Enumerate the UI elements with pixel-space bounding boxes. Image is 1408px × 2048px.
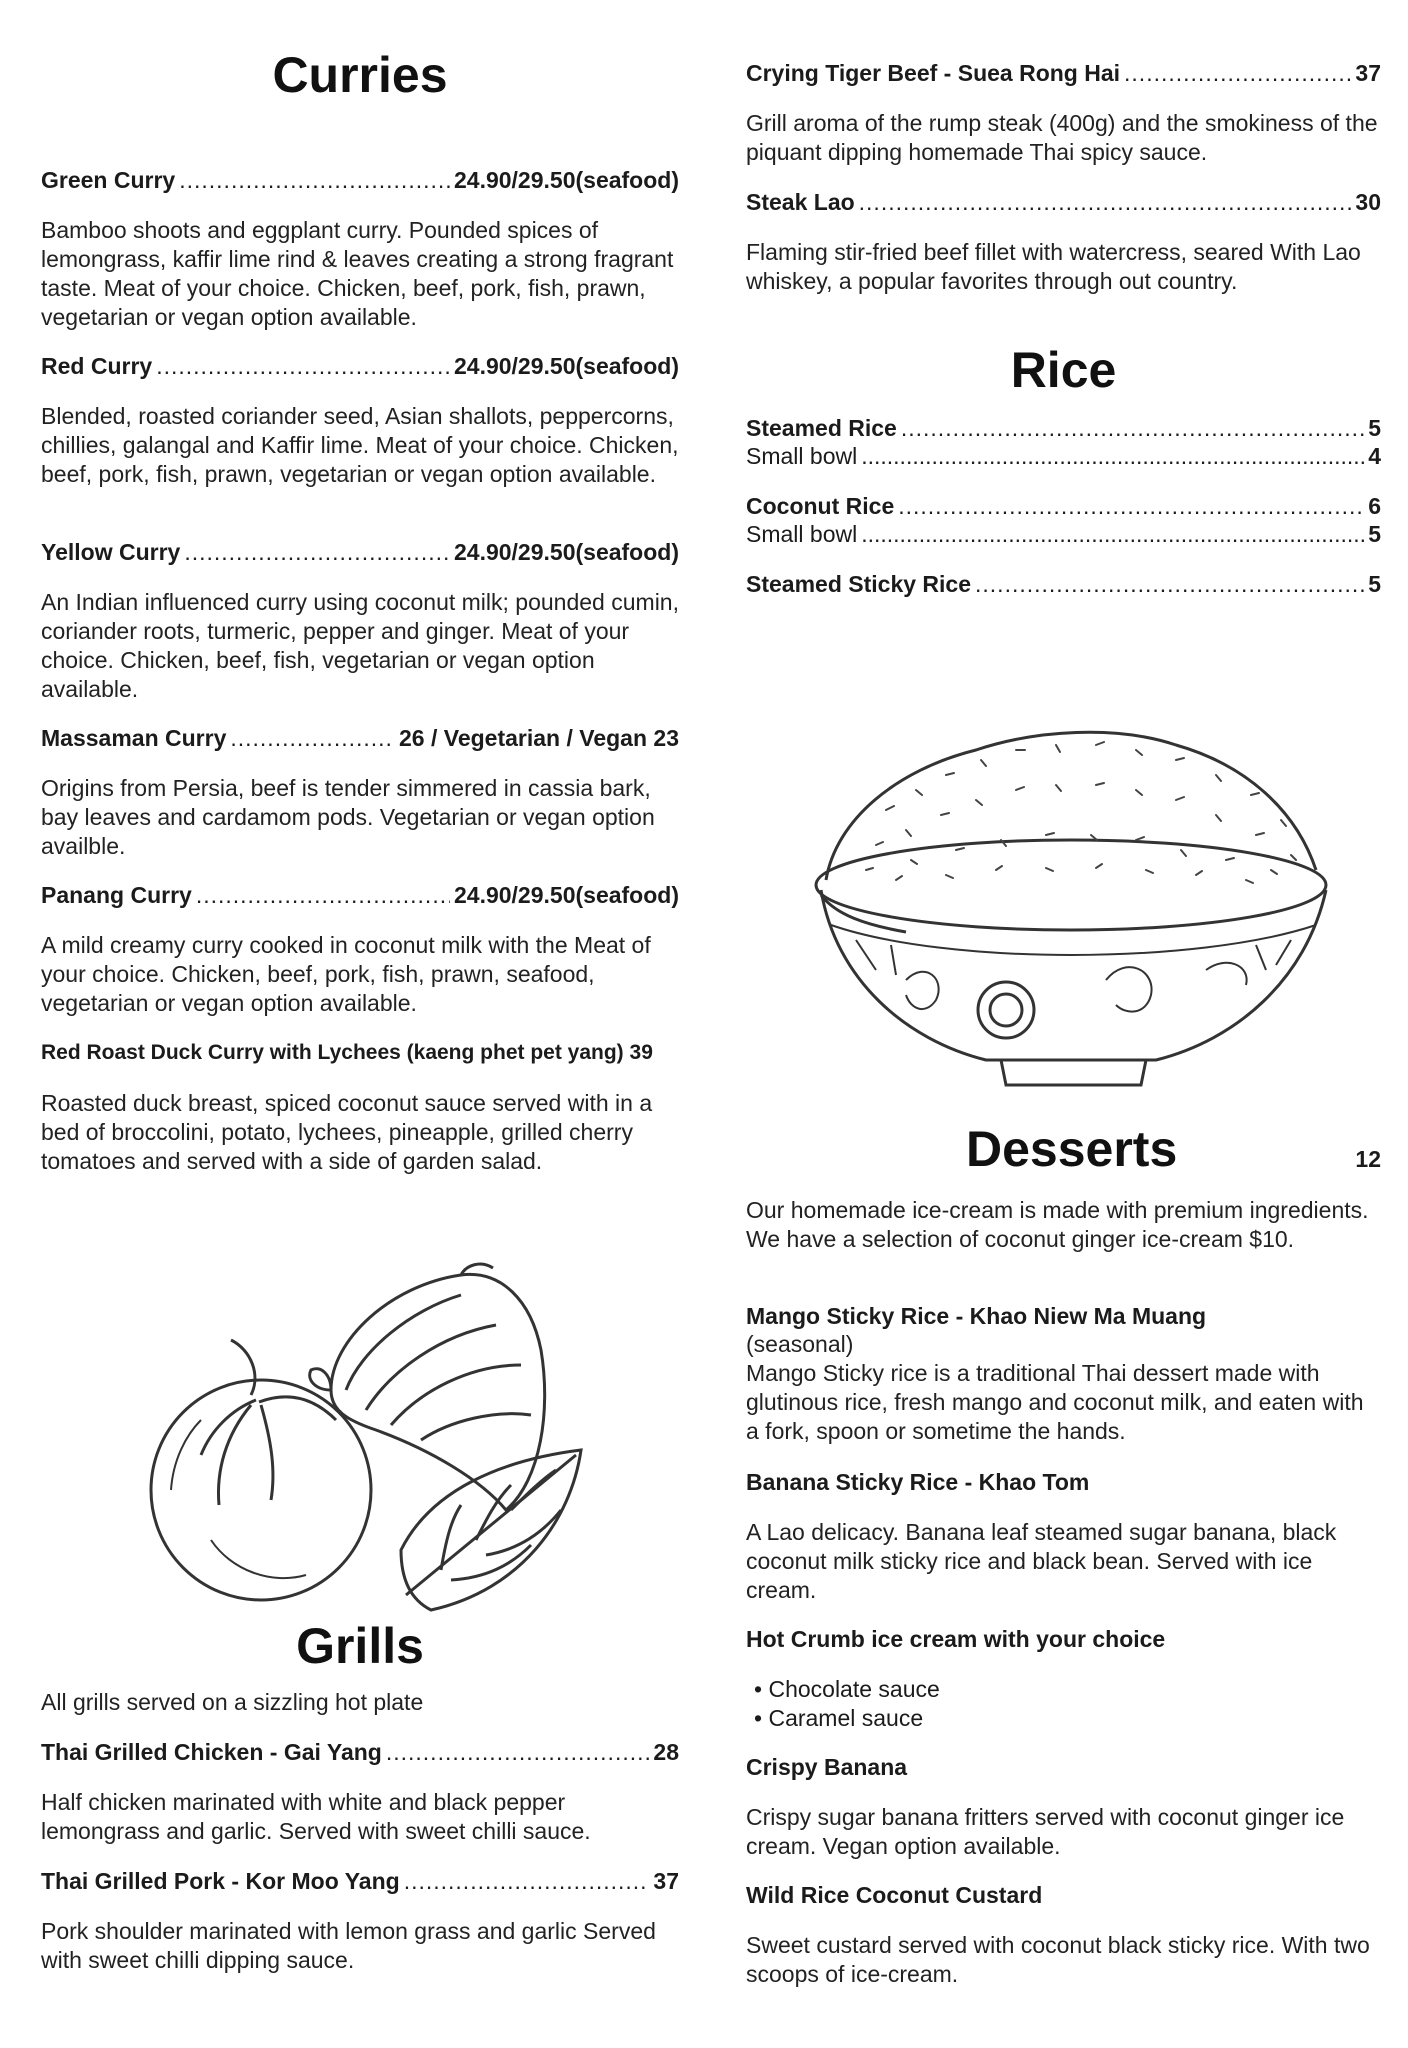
dot-leader xyxy=(975,570,1364,598)
item-name: Crispy Banana xyxy=(746,1754,908,1780)
menu-item-wild-rice-custard xyxy=(746,1881,1381,1989)
item-price: 24.90/29.50(seafood) xyxy=(453,539,679,565)
item-name: Wild Rice Coconut Custard xyxy=(746,1882,1043,1908)
menu-item-mango-sticky-rice xyxy=(746,1302,1381,1446)
dot-leader xyxy=(404,1867,650,1895)
item-name: Massaman Curry xyxy=(41,725,227,751)
item-description: Origins from Persia, beef is tender simmered in cassia bark, bay leaves and cardamom pods. Vegetarian or vegan option availble. xyxy=(41,775,655,859)
menu-item-crying-tiger xyxy=(746,59,1381,167)
small-bowl-label: Small bowl xyxy=(746,443,858,469)
item-price: 30 xyxy=(1355,189,1381,215)
dot-leader xyxy=(898,492,1364,520)
dot-leader xyxy=(861,442,1364,470)
item-name: Hot Crumb ice cream with your choice xyxy=(746,1626,1166,1652)
dot-leader xyxy=(1124,59,1351,87)
desserts-intro: Our homemade ice-cream is made with premium ingredients. We have a selection of coconut ginger ice-cream $10. xyxy=(746,1197,1369,1252)
item-name: Green Curry xyxy=(41,167,176,193)
item-description: Flaming stir-fried beef fillet with watercress, seared With Lao whiskey, a popular favorites through out country. xyxy=(746,239,1361,294)
small-bowl-price: 5 xyxy=(1368,521,1381,547)
curries-title: Curries xyxy=(272,47,448,103)
menu-item-steamed-rice xyxy=(746,414,1381,470)
menu-item-red-curry xyxy=(41,352,679,489)
desserts-header xyxy=(746,1121,1381,1180)
item-name: Red Curry xyxy=(41,353,153,379)
menu-item-massaman-curry xyxy=(41,724,679,861)
item-price: 37 xyxy=(653,1868,679,1894)
item-description: A Lao delicacy. Banana leaf steamed sugar banana, black coconut milk sticky rice and black bean. Served with ice cream. xyxy=(746,1519,1337,1603)
rice-bowl-illustration xyxy=(796,710,1356,1100)
dot-leader xyxy=(156,352,450,380)
desserts-title: Desserts xyxy=(966,1121,1178,1177)
item-name: Panang Curry xyxy=(41,882,192,908)
menu-item-yellow-curry xyxy=(41,538,679,704)
sauce-options xyxy=(754,1675,1381,1733)
item-name: Mango Sticky Rice - Khao Niew Ma Muang xyxy=(746,1303,1207,1329)
item-price: 37 xyxy=(1355,60,1381,86)
menu-item-steak-lao xyxy=(746,188,1381,296)
item-price: 6 xyxy=(1368,493,1381,519)
grills-intro: All grills served on a sizzling hot plate xyxy=(41,1689,424,1715)
menu-item-panang-curry xyxy=(41,881,679,1018)
menu-item-banana-sticky-rice xyxy=(746,1468,1381,1605)
item-description: Mango Sticky rice is a traditional Thai dessert made with glutinous rice, fresh mango and coconut milk, and eaten with a fork, spoon or sometime the hands. xyxy=(746,1360,1364,1444)
item-name: Coconut Rice xyxy=(746,493,895,519)
item-price: 24.90/29.50(seafood) xyxy=(453,882,679,908)
dot-leader xyxy=(184,538,450,566)
dot-leader xyxy=(179,166,450,194)
item-price: 26 / Vegetarian / Vegan 23 xyxy=(399,725,679,751)
menu-item-green-curry xyxy=(41,166,679,332)
item-name: Thai Grilled Pork - Kor Moo Yang xyxy=(41,1868,400,1894)
dot-leader xyxy=(901,414,1364,442)
dot-leader xyxy=(386,1738,650,1766)
grills-title: Grills xyxy=(296,1618,424,1674)
item-description: Half chicken marinated with white and black pepper lemongrass and garlic. Served with sweet chilli sauce. xyxy=(41,1789,591,1844)
item-price: 24.90/29.50(seafood) xyxy=(453,353,679,379)
item-description: A mild creamy curry cooked in coconut milk with the Meat of your choice. Chicken, beef, pork, fish, prawn, seafood, vegetarian or vegan option available. xyxy=(41,932,651,1016)
small-bowl-price: 4 xyxy=(1368,443,1381,469)
desserts-price: 12 xyxy=(1355,1146,1381,1172)
item-name: Banana Sticky Rice - Khao Tom xyxy=(746,1469,1090,1495)
menu-item-crispy-banana xyxy=(746,1753,1381,1861)
menu-item-grilled-chicken xyxy=(41,1738,679,1846)
item-description: Pork shoulder marinated with lemon grass and garlic Served with sweet chilli dipping sauce. xyxy=(41,1918,656,1973)
item-description: Grill aroma of the rump steak (400g) and the smokiness of the piquant dipping homemade Thai spicy sauce. xyxy=(746,110,1378,165)
vegetables-illustration xyxy=(101,1240,621,1620)
dot-leader xyxy=(230,724,395,752)
rice-title: Rice xyxy=(1010,342,1117,398)
item-name: Crying Tiger Beef - Suea Rong Hai xyxy=(746,60,1121,86)
menu-item-hot-crumb xyxy=(746,1625,1381,1733)
item-name: Steamed Sticky Rice xyxy=(746,571,972,597)
menu-item-grilled-pork xyxy=(41,1867,679,1975)
menu-item-duck-curry xyxy=(41,1039,679,1176)
option-caramel-sauce: • Caramel sauce xyxy=(754,1704,1381,1733)
item-name: Steak Lao xyxy=(746,189,855,215)
option-chocolate-sauce: • Chocolate sauce xyxy=(754,1675,1381,1704)
item-price: 28 xyxy=(653,1739,679,1765)
item-description: Bamboo shoots and eggplant curry. Pounded spices of lemongrass, kaffir lime rind & leaves creating a strong fragrant taste. Meat of your choice. Chicken, beef, pork, fish, prawn, vegetarian or vegan option available. xyxy=(41,217,674,330)
item-description: Crispy sugar banana fritters served with coconut ginger ice cream. Vegan option available. xyxy=(746,1804,1345,1859)
item-name: Thai Grilled Chicken - Gai Yang xyxy=(41,1739,382,1765)
item-description: An Indian influenced curry using coconut milk; pounded cumin, coriander roots, turmeric, pepper and ginger. Meat of your choice. Chicken, beef, fish, vegetarian or vegan option available. xyxy=(41,589,679,702)
item-description: Roasted duck breast, spiced coconut sauce served with in a bed of broccolini, potato, lychees, pineapple, grilled cherry tomatoes and served with a side of garden salad. xyxy=(41,1090,653,1174)
item-description: Sweet custard served with coconut black sticky rice. With two scoops of ice-cream. xyxy=(746,1932,1370,1987)
small-bowl-label: Small bowl xyxy=(746,521,858,547)
item-price: 5 xyxy=(1368,571,1381,597)
menu-item-sticky-rice xyxy=(746,570,1381,598)
item-price: 5 xyxy=(1368,415,1381,441)
item-price: 24.90/29.50(seafood) xyxy=(453,167,679,193)
item-description: Blended, roasted coriander seed, Asian shallots, peppercorns, chillies, galangal and Kaffir lime. Meat of your choice. Chicken, beef, pork, fish, prawn, vegetarian or vegan option available. xyxy=(41,403,679,487)
dot-leader xyxy=(859,188,1352,216)
item-name: Steamed Rice xyxy=(746,415,897,441)
item-name: Red Roast Duck Curry with Lychees (kaeng phet pet yang) 39 xyxy=(41,1041,653,1064)
item-name: Yellow Curry xyxy=(41,539,181,565)
item-note: (seasonal) xyxy=(746,1331,854,1357)
menu-item-coconut-rice xyxy=(746,492,1381,548)
dot-leader xyxy=(861,520,1364,548)
dot-leader xyxy=(196,881,450,909)
